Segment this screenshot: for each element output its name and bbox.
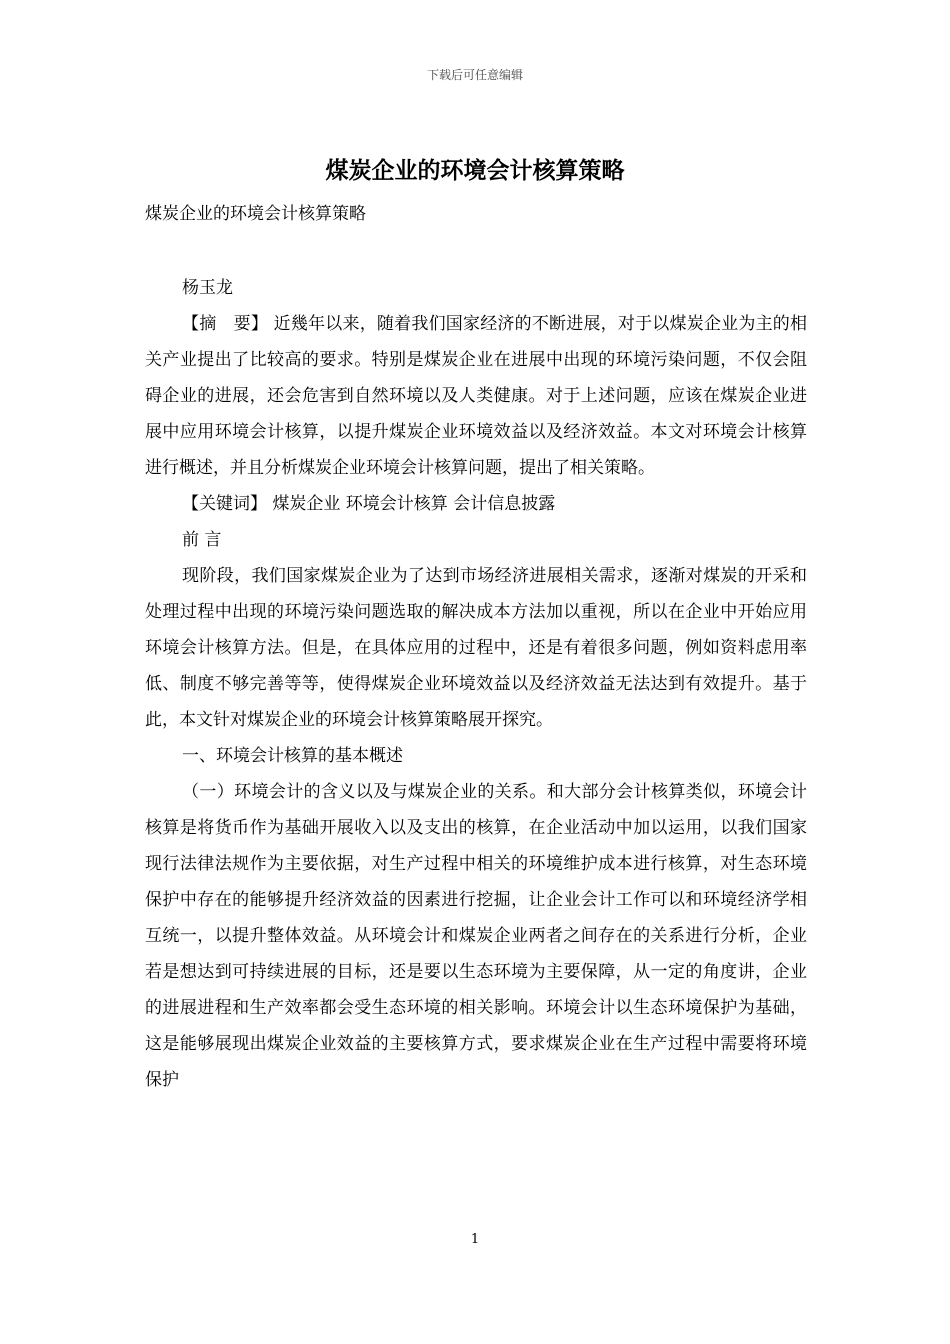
page-number: 1 <box>470 1232 480 1247</box>
section-1-heading: 一、环境会计核算的基本概述 <box>182 746 403 766</box>
document-title: 煤炭企业的环境会计核算策略 <box>325 157 625 184</box>
document-body <box>145 196 807 1098</box>
preface-heading: 前 言 <box>182 530 222 550</box>
page-header-note: 下载后可任意编辑 <box>426 68 523 82</box>
author-name: 杨玉龙 <box>182 278 233 298</box>
abstract-paragraph: 【摘 要】 近幾年以来，随着我们国家经济的不断进展，对于以煤炭企业为主的相关产业提出了比较高的要求。特别是煤炭企业在进展中出现的环境污染问题，不仅会阻碍企业的进展，还会危害到自然环境以及人类健康。对于上述问题，应该在煤炭企业进展中应用环境会计核算，以提升煤炭企业环境效益以及经济效益。本文对环境会计核算进行概述，并且分析煤炭企业环境会计核算问题，提出了相关策略。 <box>145 314 807 478</box>
blank-line <box>145 232 807 270</box>
section-1-paragraph: （一）环境会计的含义以及与煤炭企业的关系。和大部分会计核算类似，环境会计核算是将货币作为基础开展收入以及支出的核算，在企业活动中加以运用，以我们国家现行法律法规作为主要依据，对生产过程中相关的环境维护成本进行核算，对生态环境保护中存在的能够提升经济效益的因素进行挖掘，让企业会计工作可以和环境经济学相互统一，以提升整体效益。从环境会计和煤炭企业两者之间存在的关系进行分析，企业若是想达到可持续进展的目标，还是要以生态环境为主要保障，从一定的角度讲，企业的进展进程和生产效率都会受生态环境的相关影响。环境会计以生态环境保护为基础，这是能够展现出煤炭企业效益的主要核算方式，要求煤炭企业在生产过程中需要将环境保护 <box>145 782 807 1090</box>
preface-paragraph: 现阶段，我们国家煤炭企业为了达到市场经济进展相关需求，逐渐对煤炭的开采和处理过程中出现的环境污染问题选取的解决成本方法加以重视，所以在企业中开始应用环境会计核算方法。但是，在具体应用的过程中，还是有着很多问题，例如资料虑用率低、制度不够完善等等，使得煤炭企业环境效益以及经济效益无法达到有效提升。基于此，本文针对煤炭企业的环境会计核算策略展开探究。 <box>145 566 807 730</box>
document-subtitle: 煤炭企业的环境会计核算策略 <box>145 204 366 224</box>
keywords-paragraph: 【关键词】 煤炭企业 环境会计核算 会计信息披露 <box>182 494 556 514</box>
